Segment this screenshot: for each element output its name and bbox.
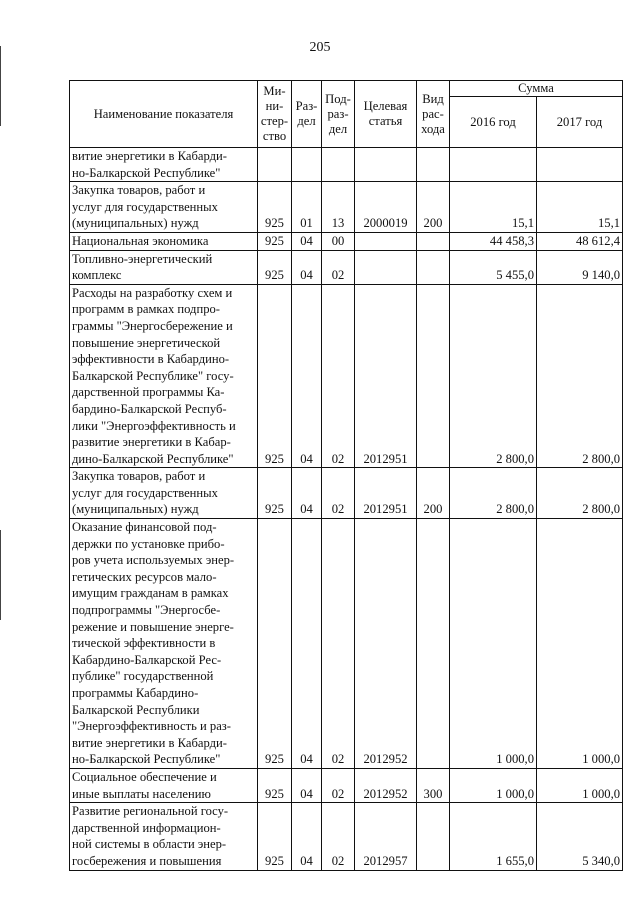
cell-target: 2012952 bbox=[355, 768, 417, 802]
cell-type bbox=[417, 803, 450, 870]
col-header-name: Наименование показателя bbox=[70, 81, 258, 148]
cell-subsection: 02 bbox=[322, 519, 355, 769]
table-row bbox=[70, 284, 623, 468]
scan-edge-mark-top bbox=[0, 46, 1, 126]
cell-section: 01 bbox=[292, 182, 322, 233]
cell-type: 200 bbox=[417, 182, 450, 233]
cell-2016: 44 458,3 bbox=[450, 232, 537, 250]
table-row bbox=[70, 519, 623, 769]
table-row bbox=[70, 468, 623, 519]
table-row bbox=[70, 803, 623, 870]
cell-type: 300 bbox=[417, 768, 450, 802]
cell-target bbox=[355, 250, 417, 284]
cell-2017: 48 612,4 bbox=[537, 232, 623, 250]
cell-name: Оказание финансовой под- держки по установке прибо- ров учета используемых энер- гетических ресурсов мало- имущим гражданам в рамках подпрограммы "Энергосбе- режение и повышение энерге- тической эффективности в Кабардино-Балкарской Рес- публике" государственной программы Кабардино- Балкарской Республики "Энергоэффективность и раз- витие энергетики в Кабарди- но-Балкарской Республике" bbox=[70, 519, 258, 769]
cell-section: 04 bbox=[292, 232, 322, 250]
cell-subsection: 02 bbox=[322, 768, 355, 802]
cell-name: Национальная экономика bbox=[70, 232, 258, 250]
col-header-type: Вид рас- хода bbox=[417, 81, 450, 148]
cell-name: Расходы на разработку схем и программ в рамках подпро- граммы "Энергосбережение и повышение энергетической эффективности в Кабардино- Балкарской Республике" госу- дарственной программы Ка- бардино-Балкарской Респуб- лики "Энергоэффективность и развитие энергетики в Кабар- дино-Балкарской Республике" bbox=[70, 284, 258, 468]
cell-target: 2012951 bbox=[355, 284, 417, 468]
cell-name: Закупка товаров, работ и услуг для государственных (муниципальных) нужд bbox=[70, 468, 258, 519]
cell-type: 200 bbox=[417, 468, 450, 519]
cell-ministry: 925 bbox=[258, 232, 292, 250]
cell-2017 bbox=[537, 148, 623, 182]
table-row bbox=[70, 768, 623, 802]
header-row-1 bbox=[70, 81, 623, 97]
budget-table bbox=[69, 80, 623, 871]
cell-2016 bbox=[450, 148, 537, 182]
cell-2016: 2 800,0 bbox=[450, 284, 537, 468]
page-number: 205 bbox=[309, 40, 331, 55]
cell-2016: 15,1 bbox=[450, 182, 537, 233]
cell-section: 04 bbox=[292, 519, 322, 769]
col-header-section: Раз- дел bbox=[292, 81, 322, 148]
table-row bbox=[70, 232, 623, 250]
cell-ministry: 925 bbox=[258, 803, 292, 870]
cell-2017: 1 000,0 bbox=[537, 519, 623, 769]
cell-subsection: 13 bbox=[322, 182, 355, 233]
cell-ministry: 925 bbox=[258, 182, 292, 233]
col-header-sum: Сумма bbox=[450, 81, 623, 97]
cell-section: 04 bbox=[292, 768, 322, 802]
cell-2016: 2 800,0 bbox=[450, 468, 537, 519]
col-header-ministry: Ми- ни- стер- ство bbox=[258, 81, 292, 148]
cell-target: 2012957 bbox=[355, 803, 417, 870]
cell-type bbox=[417, 284, 450, 468]
cell-name: Топливно-энергетический комплекс bbox=[70, 250, 258, 284]
scan-edge-mark-bottom bbox=[0, 530, 1, 620]
cell-target bbox=[355, 232, 417, 250]
cell-subsection: 02 bbox=[322, 468, 355, 519]
table-row bbox=[70, 148, 623, 182]
cell-target bbox=[355, 148, 417, 182]
cell-section bbox=[292, 148, 322, 182]
col-header-2017: 2017 год bbox=[537, 97, 623, 148]
cell-subsection: 02 bbox=[322, 284, 355, 468]
table-row bbox=[70, 182, 623, 233]
cell-2016: 1 000,0 bbox=[450, 519, 537, 769]
cell-name: Социальное обеспечение и иные выплаты населению bbox=[70, 768, 258, 802]
cell-2016: 1 000,0 bbox=[450, 768, 537, 802]
cell-target: 2012952 bbox=[355, 519, 417, 769]
table-row bbox=[70, 250, 623, 284]
cell-section: 04 bbox=[292, 284, 322, 468]
col-header-subsection: Под- раз- дел bbox=[322, 81, 355, 148]
cell-ministry: 925 bbox=[258, 519, 292, 769]
cell-name: Развитие региональной госу- дарственной информацион- ной системы в области энер- госбережения и повышения bbox=[70, 803, 258, 870]
cell-2017: 15,1 bbox=[537, 182, 623, 233]
cell-subsection bbox=[322, 148, 355, 182]
cell-ministry bbox=[258, 148, 292, 182]
cell-type bbox=[417, 250, 450, 284]
cell-2017: 2 800,0 bbox=[537, 468, 623, 519]
col-header-2016: 2016 год bbox=[450, 97, 537, 148]
cell-section: 04 bbox=[292, 803, 322, 870]
col-header-target: Целевая статья bbox=[355, 81, 417, 148]
cell-section: 04 bbox=[292, 250, 322, 284]
cell-target: 2000019 bbox=[355, 182, 417, 233]
cell-2016: 1 655,0 bbox=[450, 803, 537, 870]
cell-subsection: 02 bbox=[322, 250, 355, 284]
cell-name: Закупка товаров, работ и услуг для государственных (муниципальных) нужд bbox=[70, 182, 258, 233]
cell-subsection: 02 bbox=[322, 803, 355, 870]
cell-ministry: 925 bbox=[258, 284, 292, 468]
cell-2017: 2 800,0 bbox=[537, 284, 623, 468]
cell-2017: 9 140,0 bbox=[537, 250, 623, 284]
cell-type bbox=[417, 232, 450, 250]
cell-subsection: 00 bbox=[322, 232, 355, 250]
cell-ministry: 925 bbox=[258, 468, 292, 519]
cell-name: витие энергетики в Кабарди- но-Балкарской Республике" bbox=[70, 148, 258, 182]
cell-2016: 5 455,0 bbox=[450, 250, 537, 284]
cell-ministry: 925 bbox=[258, 768, 292, 802]
table-body bbox=[70, 148, 623, 871]
cell-2017: 5 340,0 bbox=[537, 803, 623, 870]
cell-target: 2012951 bbox=[355, 468, 417, 519]
cell-2017: 1 000,0 bbox=[537, 768, 623, 802]
cell-ministry: 925 bbox=[258, 250, 292, 284]
cell-section: 04 bbox=[292, 468, 322, 519]
cell-type bbox=[417, 148, 450, 182]
cell-type bbox=[417, 519, 450, 769]
